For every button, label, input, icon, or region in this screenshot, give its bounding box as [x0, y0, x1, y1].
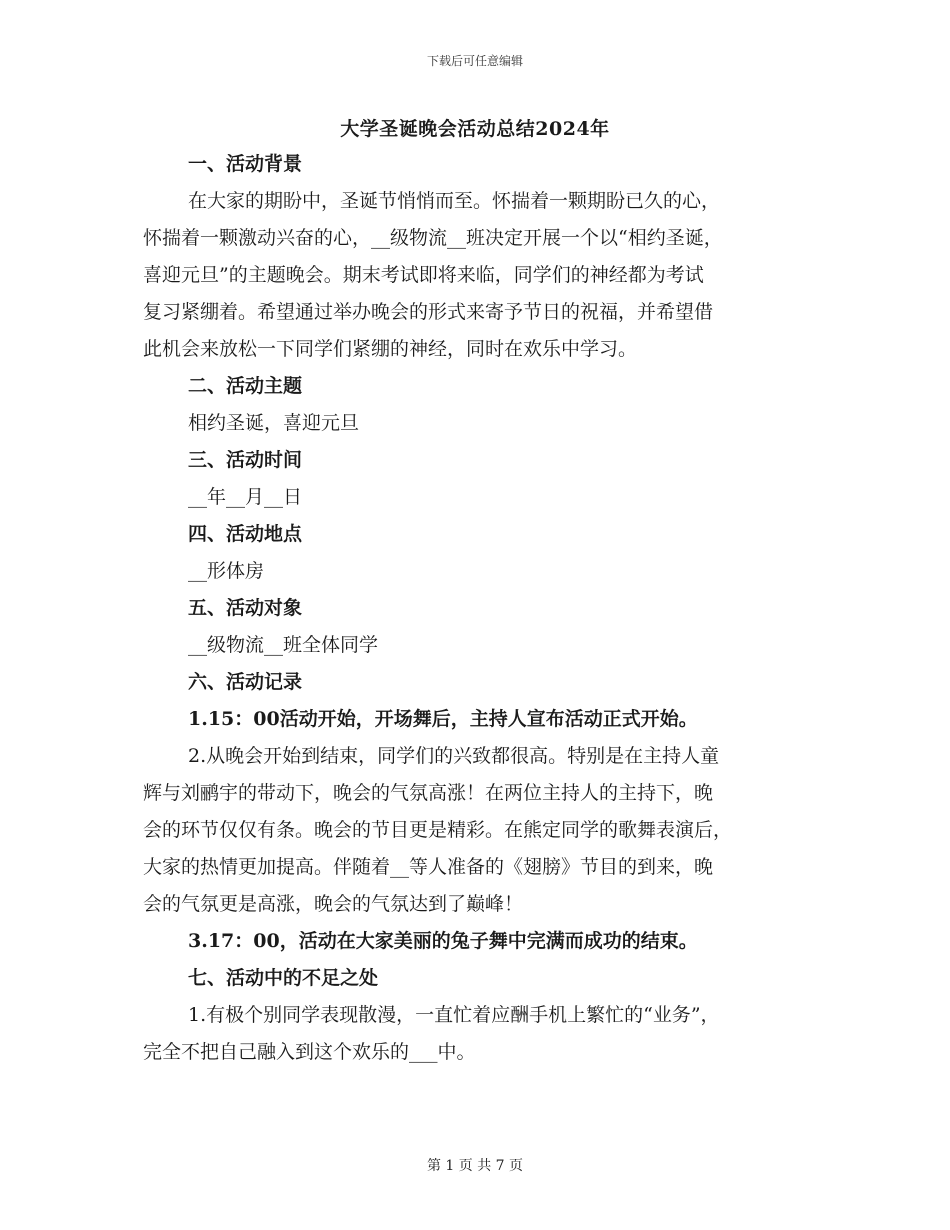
section-text-audience: __级物流__班全体同学: [188, 634, 379, 656]
paragraph-line: 怀揣着一颗激动兴奋的心，__级物流__班决定开展一个以“相约圣诞，: [143, 227, 723, 249]
section-heading-background: 一、活动背景: [188, 153, 303, 175]
paragraph-line: 喜迎元旦”的主题晚会。期末考试即将来临，同学们的神经都为考试: [143, 264, 704, 286]
page-number: 第 1 页 共 7 页: [426, 1158, 524, 1174]
section-heading-theme: 二、活动主题: [188, 375, 303, 397]
section-heading-audience: 五、活动对象: [188, 597, 303, 619]
shortcoming-item-1-line: 1.有极个别同学表现散漫，一直忙着应酬手机上繁忙的“业务”，: [188, 1004, 720, 1026]
section-heading-record: 六、活动记录: [188, 671, 303, 693]
record-item-3: 3.17：00，活动在大家美丽的兔子舞中完满而成功的结束。: [188, 930, 698, 952]
record-item-2-line: 2.从晚会开始到结束，同学们的兴致都很高。特别是在主持人童: [188, 745, 720, 767]
record-item-2-line: 会的环节仅仅有条。晚会的节目更是精彩。在熊定同学的歌舞表演后，: [143, 819, 733, 841]
section-heading-shortcomings: 七、活动中的不足之处: [188, 967, 379, 989]
record-item-2-line: 会的气氛更是高涨，晚会的气氛达到了巅峰！: [143, 893, 524, 915]
section-text-location: __形体房: [188, 560, 265, 582]
section-text-theme: 相约圣诞，喜迎元旦: [188, 412, 360, 434]
record-item-2-line: 大家的热情更加提高。伴随着__等人准备的《翅膀》节目的到来，晚: [143, 856, 714, 878]
paragraph-line: 在大家的期盼中，圣诞节悄悄而至。怀揣着一颗期盼已久的心，: [188, 190, 721, 212]
section-text-time: __年__月__日: [188, 486, 303, 508]
shortcoming-item-1-line: 完全不把自己融入到这个欢乐的___中。: [143, 1041, 476, 1063]
record-item-1: 1.15：00活动开始，开场舞后，主持人宣布活动正式开始。: [188, 708, 698, 730]
record-item-2-line: 辉与刘鹂宇的带动下，晚会的气氛高涨！在两位主持人的主持下，晚: [143, 782, 714, 804]
paragraph-line: 复习紧绷着。希望通过举办晚会的形式来寄予节日的祝福，并希望借: [143, 301, 714, 323]
document-title: 大学圣诞晚会活动总结2024年: [340, 118, 610, 140]
section-heading-location: 四、活动地点: [188, 523, 303, 545]
section-heading-time: 三、活动时间: [188, 449, 303, 471]
header-note: 下载后可任意编辑: [426, 54, 523, 68]
paragraph-line: 此机会来放松一下同学们紧绷的神经，同时在欢乐中学习。: [143, 338, 638, 360]
